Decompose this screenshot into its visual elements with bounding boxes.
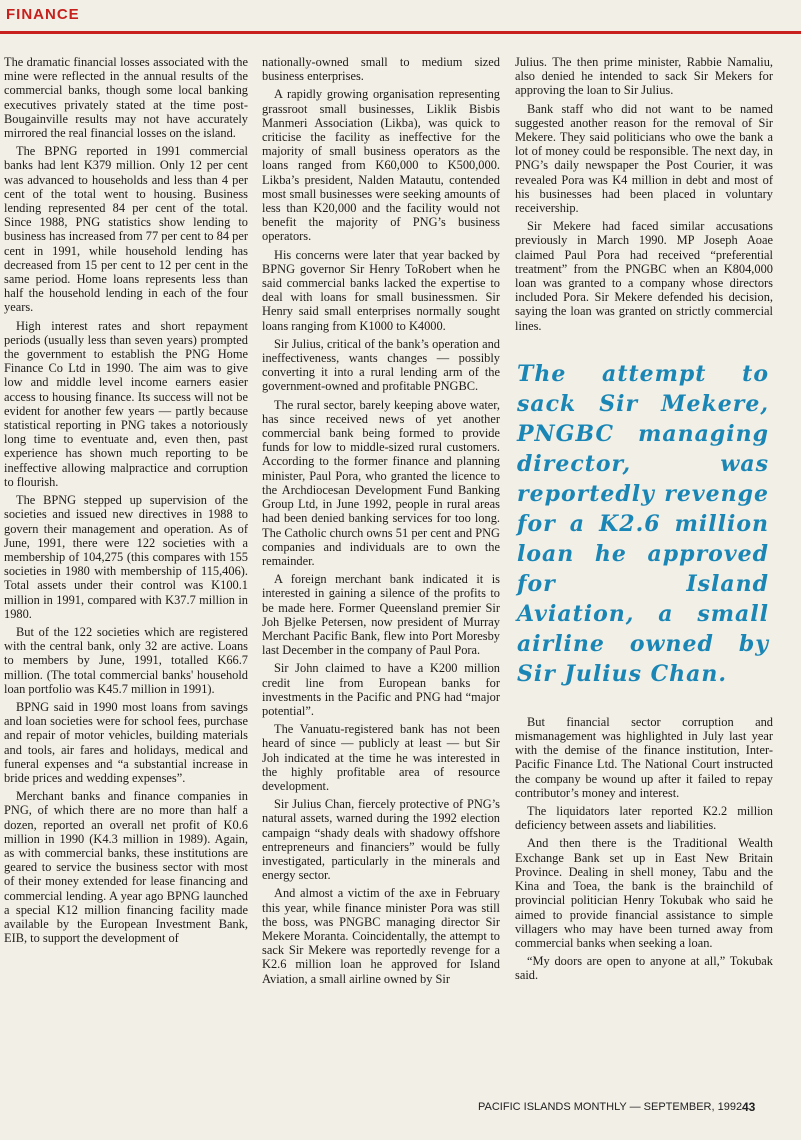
paragraph: Sir John claimed to have a K200 million credit line from European banks for investments in the Pacific and PNG had “major potential”.	[262, 661, 500, 718]
paragraph: Julius. The then prime minister, Rabbie Namaliu, also denied he intended to sack Sir Mekers for approving the loan to Sir Julius.	[515, 55, 773, 98]
paragraph: But of the 122 societies which are registered with the central bank, only 32 are active. Loans to members by June, 1991, totalled K66.7 million. (The total commercial banks' household loan portfolio was K45.7 million in 1991).	[4, 624, 248, 696]
article-column-1	[4, 55, 248, 1095]
paragraph: The liquidators later reported K2.2 million deficiency between assets and liabilities.	[515, 804, 773, 833]
paragraph: The BPNG stepped up supervision of the societies and issued new directives in 1988 to govern their management and operation. As of June, 1991, there were 122 societies with a membership of 104,275 (this compares with 155 societies in 1980 with membership of 115,406). Total assets under their control was K100.1 million in 1991, compared with K37.7 million in 1980.	[4, 493, 248, 621]
paragraph: Bank staff who did not want to be named suggested another reason for the removal of Sir Mekere. They said politicians who owe the bank a lot of money could be responsible. The next day, in PNG’s daily newspaper the Post Courier, it was revealed Pora was K4 million in debt and most of his businesses had been placed in voluntary receivership.	[515, 101, 773, 216]
paragraph: And then there is the Traditional Wealth Exchange Bank set up in East New Britain Province. Dealing in shell money, Tabu and the Kina and Toea, the bank is the brainchild of provincial politician Henry Tokubak who said he aimed to provide financial assistance to simple villagers who may have been turned away from commercial banks when seeking a loan.	[515, 836, 773, 950]
article-column-3	[515, 55, 773, 1095]
paragraph: Merchant banks and finance companies in PNG, of which there are no more than half a dozen, reported an overall net profit of K0.6 million in 1990 (K4.3 million in 1989). Again, as with commercial banks, these institutions are geared to service the business sector with most of their money extended for lease financing and commercial lending. A year ago BPNG launched a special K12 million financing facility made available by the European Investment Bank, EIB, to support the development of	[4, 789, 248, 946]
paragraph: Sir Mekere had faced similar accusations previously in March 1990. MP Joseph Aoae claimed Paul Pora had received “preferential treatment” from the PNGBC when an K804,000 loan was granted to a company whose directors included Pora. Sir Mekere defended his decision, saying the loan was granted on strictly commercial lines.	[515, 219, 773, 333]
pull-quote: The attempt to sack Sir Mekere, PNGBC managing director, was reportedly revenge for a K2.6 million loan he approved for Island Aviation, a small airline owned by Sir Julius Chan.	[517, 360, 769, 687]
paragraph: A rapidly growing organisation representing grassroot small businesses, Liklik Bisbis Manmeri Association (Likba), was quick to criticise the facility as ineffective for the majority of small business operators as the loans ranged from K60,000 to K500,000. Likba’s president, Nalden Matautu, contended most small businesses were seeking amounts of less than K20,000 and the facility would not benefit the majority of PNG’s business operators.	[262, 87, 500, 244]
paragraph: His concerns were later that year backed by BPNG governor Sir Henry ToRobert when he said commercial banks lacked the expertise to deal with loans for small businessmen. Sir Henry said small enterprises normally sought loans ranging from K1000 to K4000.	[262, 247, 500, 333]
header-rule	[0, 31, 801, 34]
paragraph: The rural sector, barely keeping above water, has since received news of yet another commercial bank being formed to provide funds for low to middle-sized rural customers. According to the former finance and planning minister, Paul Pora, who granted the licence to the Archdiocesan Development Fund Banking Group Ltd, in June 1992, people in rural areas had been denied banking services for too long. The Catholic church owns 51 per cent and PNG companies and individuals are to own the remainder.	[262, 397, 500, 568]
paragraph: The Vanuatu-registered bank has not been heard of since — publicly at least — but Sir Joh indicated at the time he was interested in the highly profitable area of resource development.	[262, 722, 500, 793]
paragraph: A foreign merchant bank indicated it is interested in gaining a silence of the profits to be made here. Former Queensland premier Sir Joh Bjelke Petersen, now president of Murray Merchant Pacific Bank, flew into Port Moresby last December in the company of Paul Pora.	[262, 572, 500, 658]
paragraph: Sir Julius, critical of the bank’s operation and ineffectiveness, wants changes — possibly converting it into a rural lending arm of the government-owned and profitable PNGBC.	[262, 336, 500, 394]
paragraph: But financial sector corruption and mismanagement was highlighted in July last year with the demise of the finance institution, Inter-Pacific Finance Ltd. The National Court instructed the company be wound up after it failed to repay contributor’s money and interest.	[515, 714, 773, 800]
paragraph: The dramatic financial losses associated with the mine were reflected in the annual results of the commercial banks, though some local banking executives privately stated at the time post-Bougainville results may not have accurately mirrored the real financial losses on the island.	[4, 55, 248, 141]
paragraph: nationally-owned small to medium sized business enterprises.	[262, 55, 500, 84]
paragraph: High interest rates and short repayment periods (usually less than seven years) prompted the government to establish the PNG Home Finance Co Ltd in 1990. The aim was to give low and middle level income earners easier access to housing finance. Its success will not be evident for another few years — partly because statistical reporting in PNG takes a notoriously long time to eventuate and, even then, past experience has shown much reporting to be ineffective allowing malpractice and corruption to flourish.	[4, 318, 248, 489]
page-number: 43	[742, 1100, 756, 1114]
paragraph: “My doors are open to anyone at all,” Tokubak said.	[515, 954, 773, 983]
page-footer: PACIFIC ISLANDS MONTHLY — SEPTEMBER, 1992	[478, 1101, 743, 1113]
section-label: FINANCE	[6, 6, 80, 23]
article-column-2	[262, 55, 500, 1095]
paragraph: The BPNG reported in 1991 commercial banks had lent K379 million. Only 12 per cent was advanced to households and less than 4 per cent of the total went to housing. Business lending represented 84 per cent of the total. Since 1988, PNG statistics show lending to business has increased from 77 per cent to 84 per cent in 1991, while household lending has decreased from 15 per cent to 12 per cent in the same period. Home loans represents less than half the household lending in each of the four years.	[4, 144, 248, 315]
paragraph: BPNG said in 1990 most loans from savings and loan societies were for school fees, purchase and repair of motor vehicles, building materials and tools, air fares and holidays, medical and funeral expenses and “a substantial increase in bride prices and wedding expenses”.	[4, 699, 248, 785]
paragraph: Sir Julius Chan, fiercely protective of PNG’s natural assets, warned during the 1992 election campaign “shady deals with shadowy offshore entrepreneurs and financiers” would be fully investigated, particularly in the minerals and energy sector.	[262, 797, 500, 883]
paragraph: And almost a victim of the axe in February this year, while finance minister Pora was still the boss, was PNGBC managing director Sir Mekere Moranta. Coincidentally, the attempt to sack Sir Mekere was reportedly revenge for a K2.6 million loan he approved for Island Aviation, a small airline owned by Sir	[262, 886, 500, 986]
